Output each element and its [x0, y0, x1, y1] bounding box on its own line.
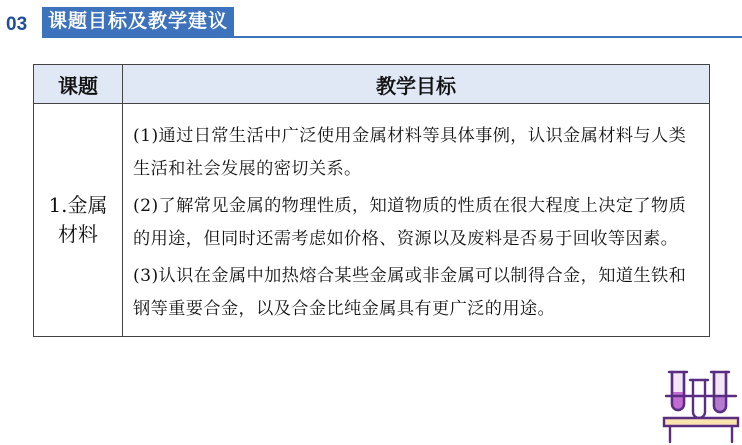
goal-item: (2)了解常见金属的物理性质，知道物质的性质在很大程度上决定了物质的用途，但同时还需考虑如价格、资源以及废料是否易于回收等因素。 — [133, 196, 687, 249]
section-title: 课题目标及教学建议 — [42, 7, 234, 36]
goal-item: (1)通过日常生活中广泛使用金属材料等具体事例，认识金属材料与人类生活和社会发展的密切关系。 — [133, 126, 687, 179]
test-tube-rack-icon — [660, 366, 742, 445]
section-header — [0, 0, 742, 44]
topic-line: 材料 — [58, 222, 98, 246]
table-header-row — [34, 65, 710, 104]
goals-table — [33, 64, 710, 337]
topic-cell — [34, 104, 123, 337]
section-number: 03 — [6, 14, 28, 35]
header-goals: 教学目标 — [123, 65, 710, 104]
goal-item: (3)认识在金属中加热熔合某些金属或非金属可以制得合金，知道生铁和钢等重要合金，以及合金比纯金属具有更广泛的用途。 — [133, 266, 687, 319]
topic-line: 1.金属 — [48, 193, 108, 217]
section-underline — [42, 36, 742, 38]
table-row — [34, 104, 710, 337]
header-topic: 课题 — [34, 65, 123, 104]
goals-cell — [123, 104, 710, 337]
